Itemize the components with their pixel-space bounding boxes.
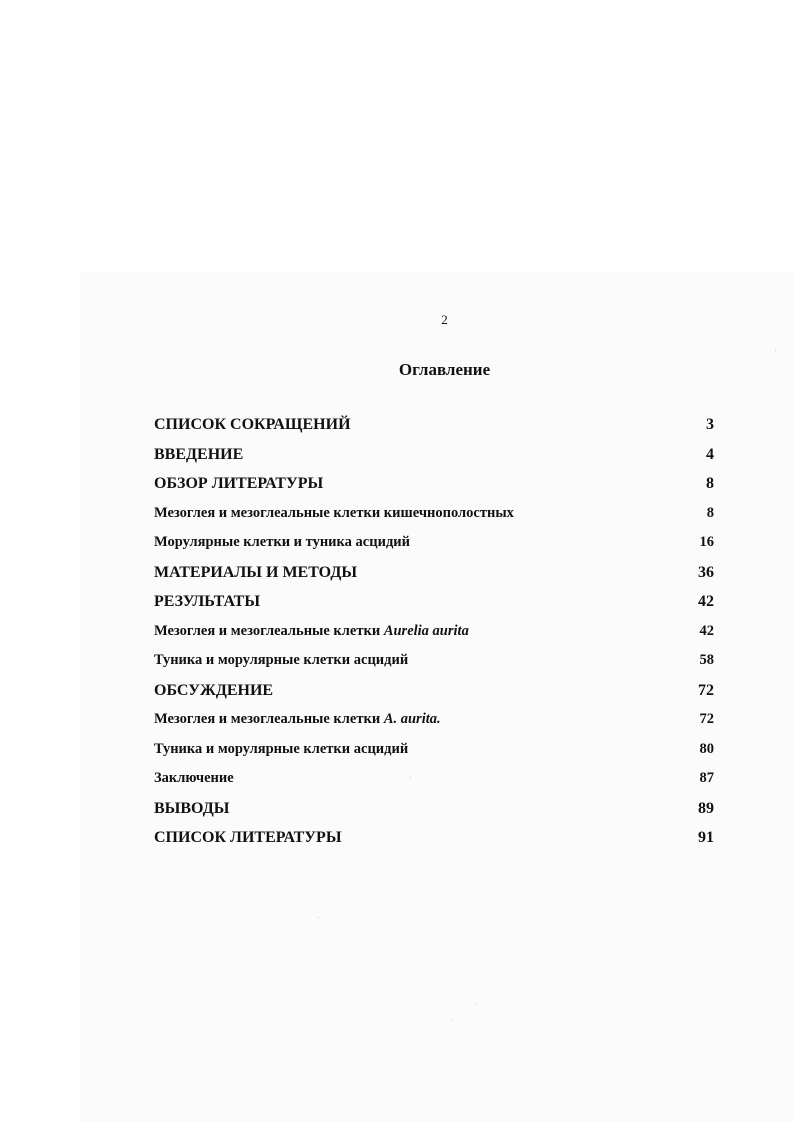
toc-entry-title: Мезоглея и мезоглеальные клетки кишечнополостных <box>154 504 514 521</box>
toc-entry-page: 89 <box>698 799 714 817</box>
toc-entry-title <box>154 623 469 640</box>
page-number: 2 <box>441 312 448 327</box>
toc-entry-title: Туника и морулярные клетки асцидий <box>154 740 409 757</box>
toc-subentry <box>154 741 714 771</box>
toc-entry-title: СПИСОК ЛИТЕРАТУРЫ <box>154 829 342 846</box>
toc-entry-page: 72 <box>698 681 714 699</box>
toc-subentry <box>154 534 714 564</box>
toc-entry-title <box>154 711 441 728</box>
toc-subentry <box>154 652 714 682</box>
toc-entry-page: 72 <box>699 711 714 727</box>
toc-entry-page: 42 <box>698 593 714 610</box>
scan-speck <box>452 1020 453 1021</box>
toc-entry-title-species: Aurelia aurita <box>383 622 469 639</box>
toc-entry-title: Туника и морулярные клетки асцидий <box>154 652 409 668</box>
toc-entry-title-species: A. aurita. <box>383 711 441 727</box>
table-of-contents <box>154 416 714 859</box>
toc-entry <box>154 416 714 446</box>
toc-entry-page: 42 <box>699 622 714 639</box>
toc-entry-title: ВЫВОДЫ <box>154 799 230 817</box>
toc-entry-page: 4 <box>706 445 714 463</box>
scan-speck <box>318 917 319 918</box>
toc-entry <box>154 475 714 505</box>
toc-subentry <box>154 711 714 741</box>
toc-entry-title-plain: Мезоглея и мезоглеальные клетки <box>154 622 384 639</box>
toc-entry-page: 8 <box>706 504 714 521</box>
toc-entry-title: Заключение <box>154 770 234 786</box>
toc-entry <box>154 800 714 830</box>
toc-entry <box>154 593 714 623</box>
toc-entry-title: ВВЕДЕНИЕ <box>154 445 244 463</box>
toc-entry-page: 58 <box>699 652 714 668</box>
toc-entry-page: 87 <box>699 770 714 786</box>
toc-entry <box>154 564 714 594</box>
toc-entry <box>154 682 714 712</box>
scan-speck <box>476 1003 477 1004</box>
toc-entry <box>154 829 714 859</box>
toc-entry-page: 80 <box>699 740 714 757</box>
toc-entry-title: ОБЗОР ЛИТЕРАТУРЫ <box>154 475 324 492</box>
toc-subentry <box>154 505 714 535</box>
toc-entry-title: СПИСОК СОКРАЩЕНИЙ <box>154 416 351 433</box>
toc-entry-page: 36 <box>698 563 714 581</box>
page-title: Оглавление <box>398 360 491 379</box>
toc-subentry <box>154 623 714 653</box>
toc-entry-page: 3 <box>706 416 714 433</box>
toc-entry-title: ОБСУЖДЕНИЕ <box>154 681 274 699</box>
toc-entry-title-plain: Мезоглея и мезоглеальные клетки <box>154 711 384 727</box>
toc-entry-title: РЕЗУЛЬТАТЫ <box>154 593 261 610</box>
toc-subentry <box>154 770 714 800</box>
scan-speck <box>775 350 776 351</box>
toc-entry <box>154 446 714 476</box>
toc-entry-page: 91 <box>698 829 714 846</box>
toc-entry-title: МАТЕРИАЛЫ И МЕТОДЫ <box>154 563 358 581</box>
toc-entry-title: Морулярные клетки и туника асцидий <box>154 534 410 550</box>
toc-entry-page: 8 <box>706 475 714 492</box>
toc-entry-page: 16 <box>699 534 714 550</box>
